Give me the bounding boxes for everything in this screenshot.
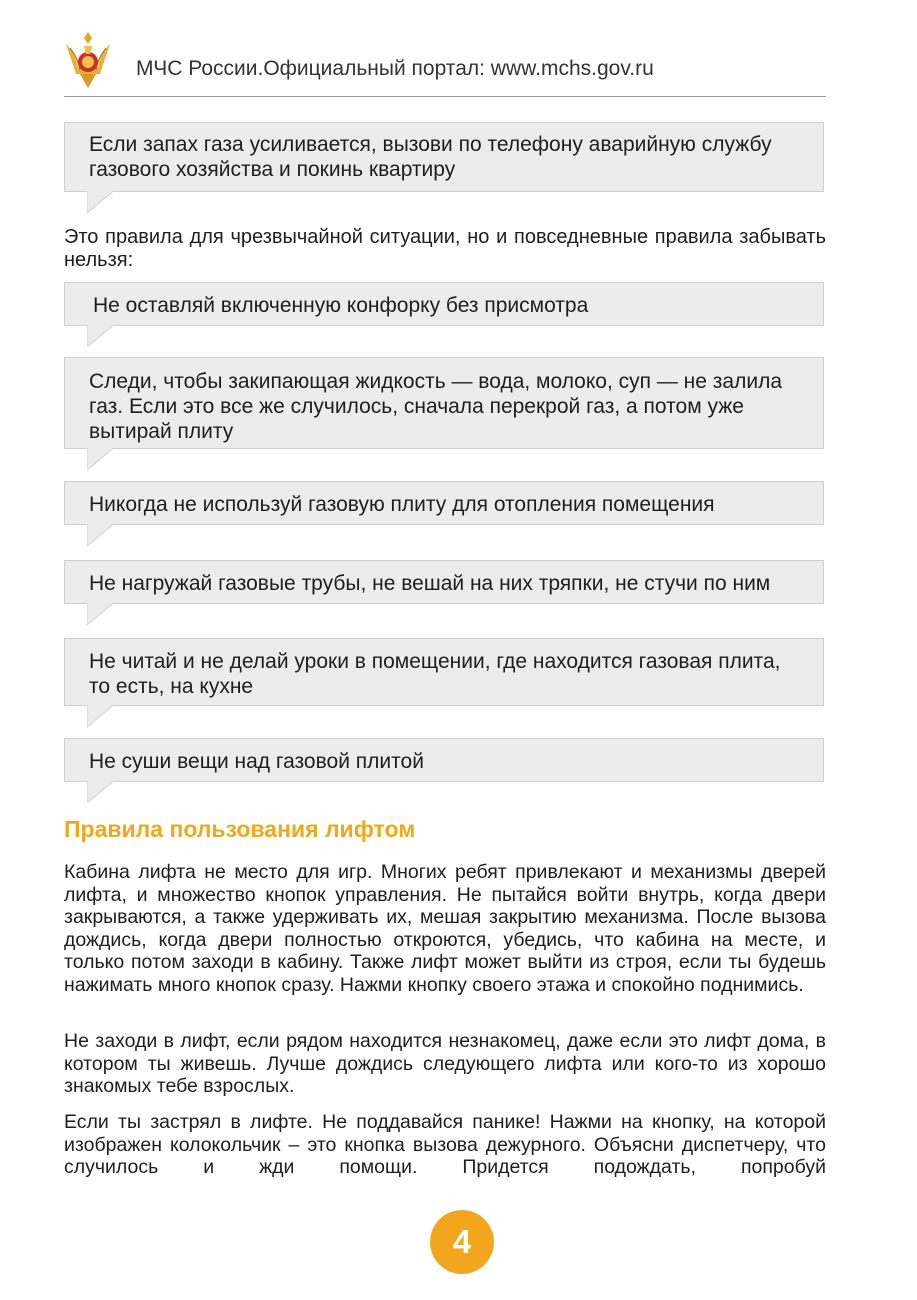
- rule-callout: [64, 560, 824, 604]
- rule-callout: [64, 638, 824, 706]
- mchs-emblem-icon: [64, 28, 112, 90]
- rule-line: Никогда не используй газовую плиту для отопления помещения: [89, 493, 715, 516]
- rule-callout: [64, 481, 824, 525]
- rule-line: Не оставляй включенную конфорку без присмотра: [93, 294, 589, 317]
- rule-line: Не читай и не делай уроки в помещении, где находится газовая плита,: [89, 650, 781, 673]
- callout-line: Если запах газа усиливается, вызови по телефону аварийную службу: [89, 133, 772, 156]
- page-number-badge: 4: [430, 1210, 494, 1274]
- elevator-paragraph: Не заходи в лифт, если рядом находится незнакомец, даже если это лифт дома, в котором ты живешь. Лучше дождись следующего лифта или кого-то из хорошо знакомых тебе взрослых.: [64, 1030, 826, 1097]
- section-title: Правила пользования лифтом: [64, 816, 416, 842]
- callout-tail: [87, 781, 113, 803]
- rule-callout: [64, 357, 824, 449]
- callout-tail: [87, 705, 113, 727]
- callout-tail: [87, 603, 113, 625]
- intro-paragraph: Это правила для чрезвычайной ситуации, но и повседневные правила забывать нельзя:: [64, 226, 826, 271]
- elevator-paragraph: Если ты застрял в лифте. Не поддавайся панике! Нажми на кнопку, на которой изображен колокольчик – это кнопка вызова дежурного. Объясни диспетчеру, что случилось и жди помощи. Придется подождать, попробуй: [64, 1111, 826, 1178]
- header-title: МЧС России.Официальный портал: www.mchs.gov.ru: [136, 57, 654, 80]
- page-header: [64, 28, 826, 97]
- callout-tail: [87, 448, 113, 470]
- callout-tail: [87, 191, 113, 213]
- elevator-paragraph: Кабина лифта не место для игр. Многих ребят привлекают и механизмы дверей лифта, и множество кнопок управления. Не пытайся войти внутрь, когда двери закрываются, а также удерживать их, мешая закрытию механизма. После вызова дождись, когда двери полностью откроются, убедись, что кабина на месте, и только потом заходи в кабину. Также лифт может выйти из строя, если ты будешь нажимать много кнопок сразу. Нажми кнопку своего этажа и спокойно поднимись.: [64, 861, 826, 996]
- callout-tail: [87, 524, 113, 546]
- rule-callout: [64, 738, 824, 782]
- rule-line: Не нагружай газовые трубы, не вешай на них тряпки, не стучи по ним: [89, 572, 771, 595]
- rule-line: Следи, чтобы закипающая жидкость — вода, молоко, суп — не залила: [89, 370, 783, 393]
- rule-line: газ. Если это все же случилось, сначала перекрой газ, а потом уже: [89, 395, 744, 418]
- rule-line: вытирай плиту: [89, 420, 234, 443]
- callout-tail: [87, 325, 113, 347]
- rule-line: то есть, на кухне: [89, 675, 254, 698]
- rule-callout: [64, 282, 824, 326]
- gas-emergency-callout: [64, 122, 824, 192]
- callout-line: газового хозяйства и покинь квартиру: [89, 158, 456, 181]
- rule-line: Не суши вещи над газовой плитой: [89, 750, 424, 773]
